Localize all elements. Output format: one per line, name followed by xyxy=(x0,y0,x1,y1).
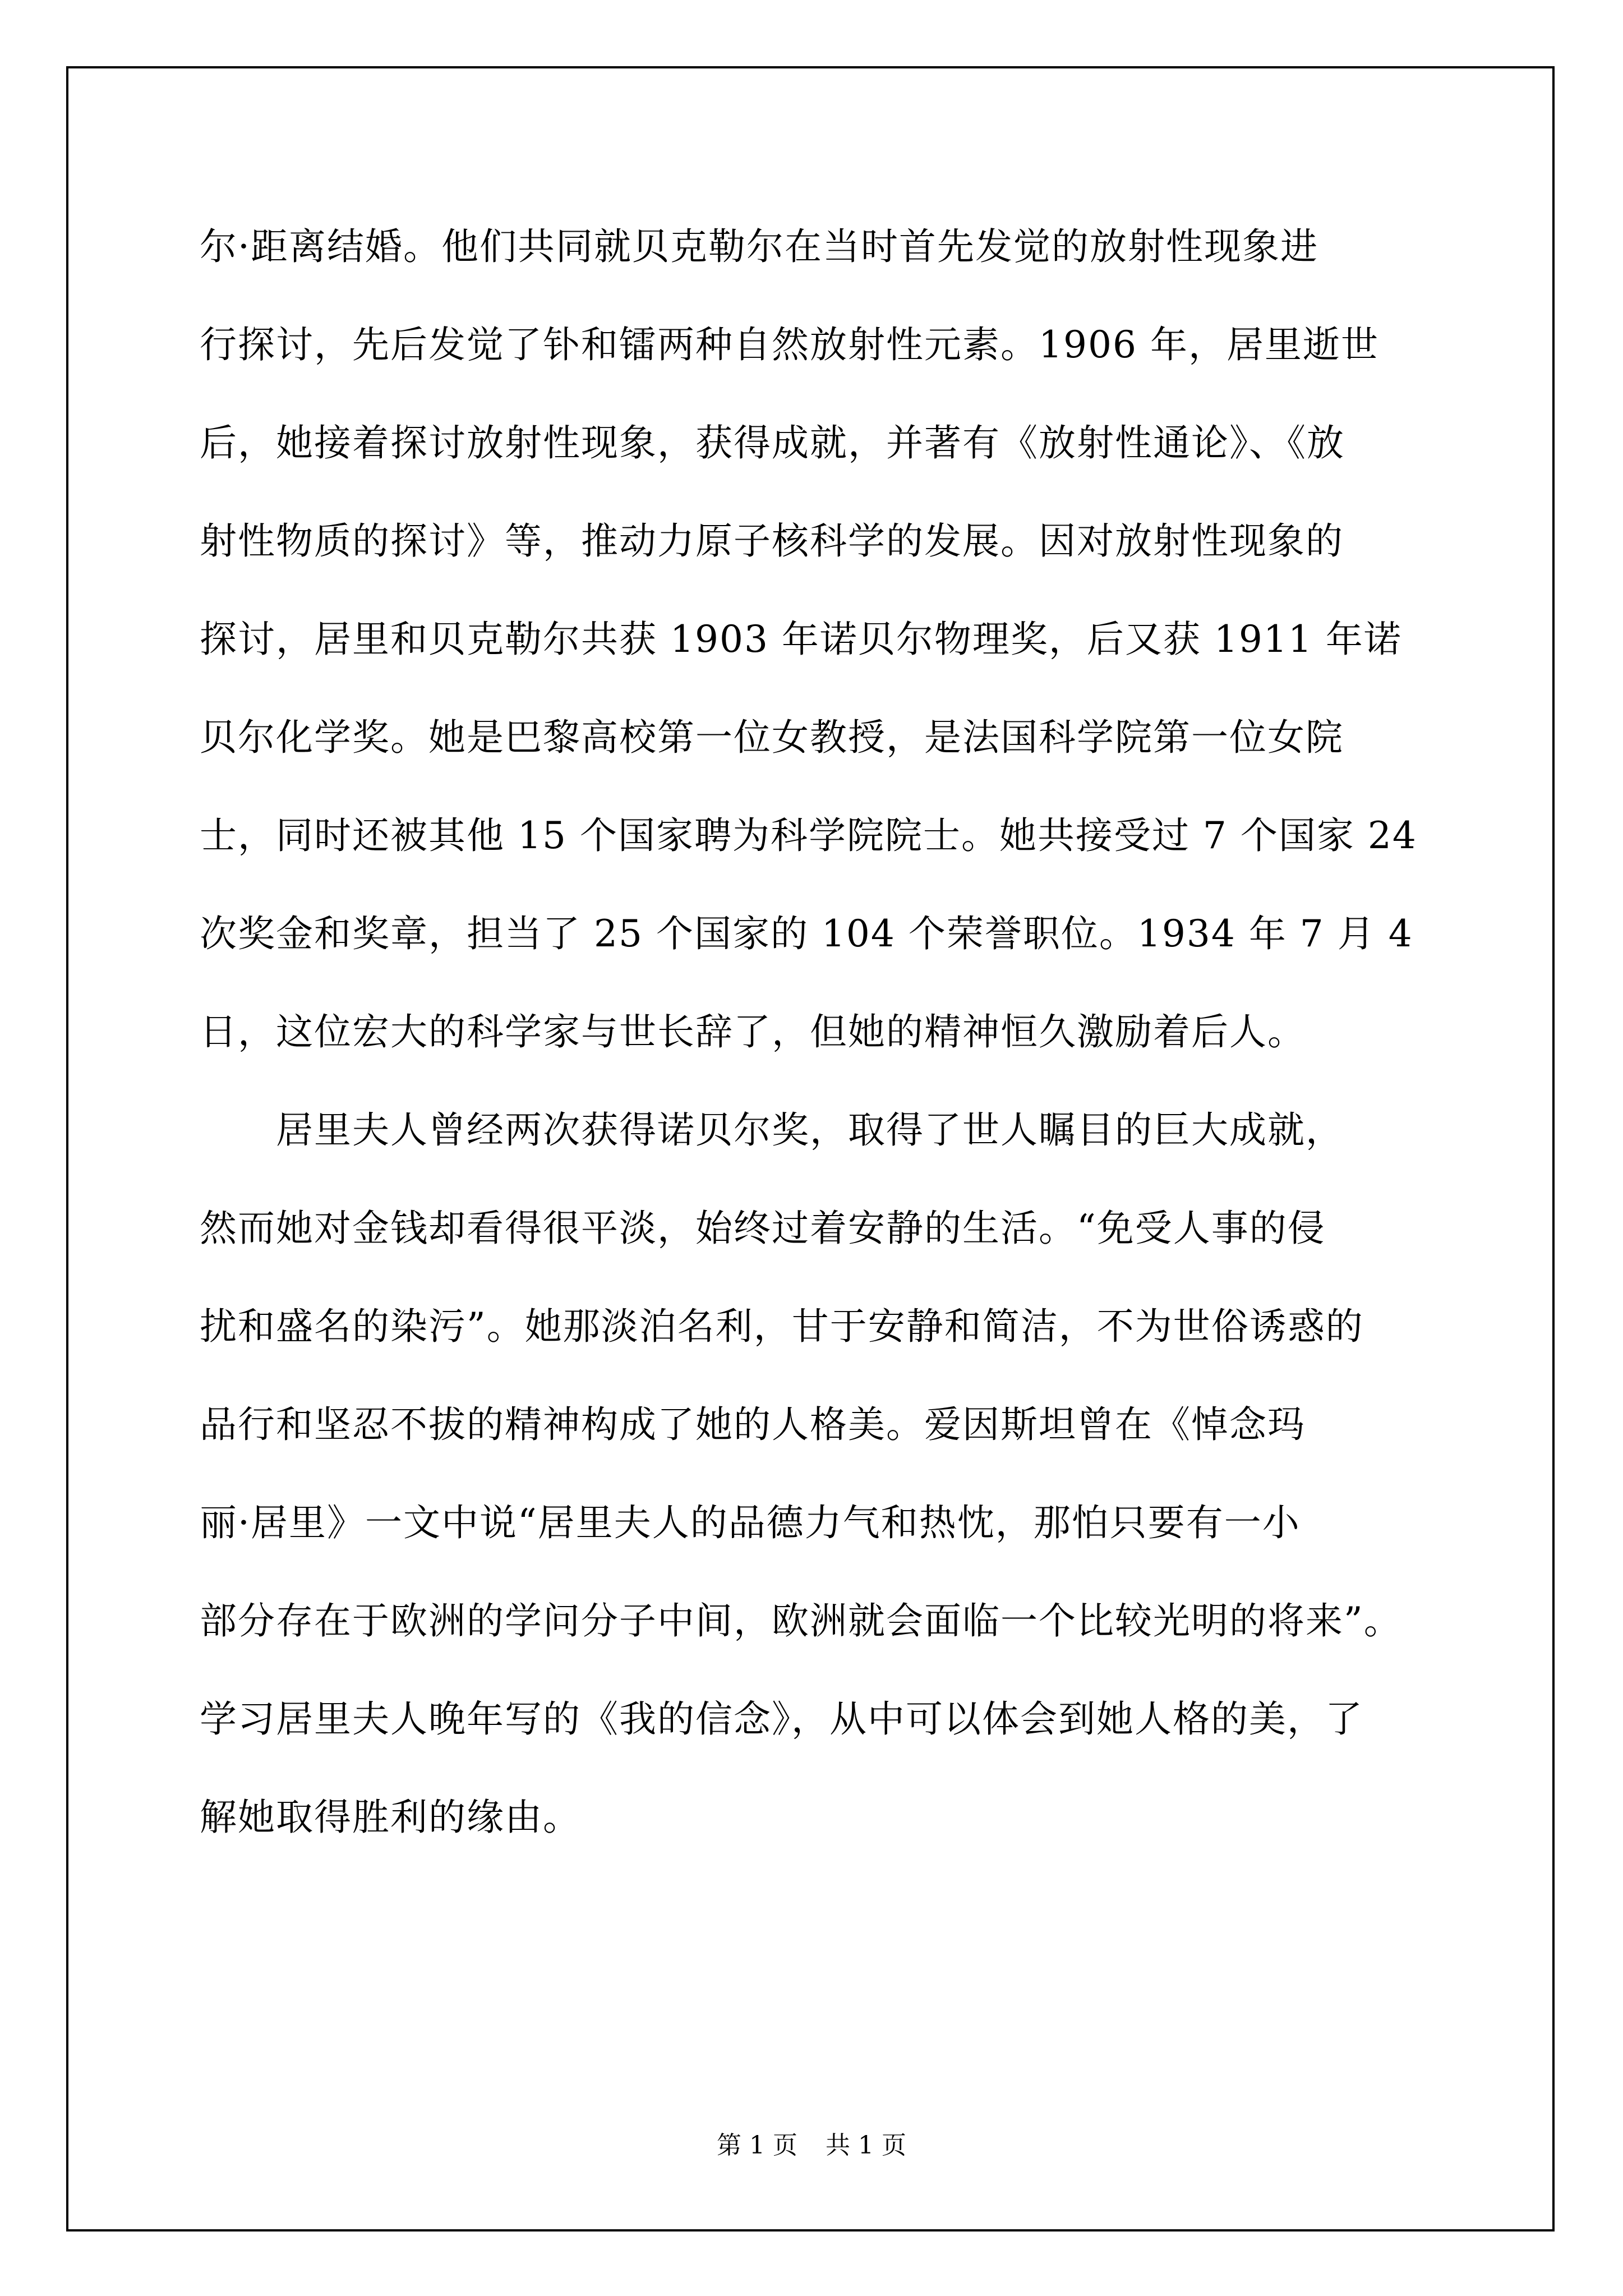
text-line: 部分存在于欧洲的学问分子中间，欧洲就会面临一个比较光明的将来”。 xyxy=(200,1599,1402,1642)
page-number-current: 第 1 页 xyxy=(717,2131,797,2160)
page-number-total: 共 1 页 xyxy=(826,2131,906,2160)
text-line: 贝尔化学奖。她是巴黎高校第一位女教授，是法国科学院第一位女院 xyxy=(200,716,1344,759)
text-line: 日，这位宏大的科学家与世长辞了，但她的精神恒久激励着后人。 xyxy=(200,1010,1306,1053)
text-line: 扰和盛名的染污”。她那淡泊名利，甘于安静和简洁，不为世俗诱惑的 xyxy=(200,1305,1364,1348)
text-line: 行探讨，先后发觉了钋和镭两种自然放射性元素。1906 年，居里逝世 xyxy=(200,323,1379,366)
text-line: 后，她接着探讨放射性现象，获得成就，并著有《放射性通论》、《放 xyxy=(200,421,1345,464)
text-line: 然而她对金钱却看得很平淡，始终过着安静的生活。“免受人事的侵 xyxy=(200,1207,1326,1250)
text-line: 学习居里夫人晚年写的《我的信念》，从中可以体会到她人格的美，了 xyxy=(200,1697,1363,1741)
text-line: 士，同时还被其他 15 个国家聘为科学院院士。她共接受过 7 个国家 24 xyxy=(200,814,1417,857)
text-line: 居里夫人曾经两次获得诺贝尔奖，取得了世人瞩目的巨大成就， xyxy=(200,1108,1344,1152)
text-line: 次奖金和奖章，担当了 25 个国家的 104 个荣誉职位。1934 年 7 月 4 xyxy=(200,912,1413,955)
text-line: 尔·距离结婚。他们共同就贝克勒尔在当时首先发觉的放射性现象进 xyxy=(200,225,1318,268)
text-line: 品行和坚忍不拔的精神构成了她的人格美。爱因斯坦曾在《悼念玛 xyxy=(200,1403,1306,1446)
text-line: 丽·居里》一文中说“居里夫人的品德力气和热忱，那怕只要有一小 xyxy=(200,1501,1301,1544)
page-footer xyxy=(0,2129,1623,2162)
text-line: 探讨，居里和贝克勒尔共获 1903 年诺贝尔物理奖，后又获 1911 年诺 xyxy=(200,618,1402,661)
text-line: 解她取得胜利的缘由。 xyxy=(200,1796,581,1839)
text-line: 射性物质的探讨》等，推动力原子核科学的发展。因对放射性现象的 xyxy=(200,519,1344,563)
